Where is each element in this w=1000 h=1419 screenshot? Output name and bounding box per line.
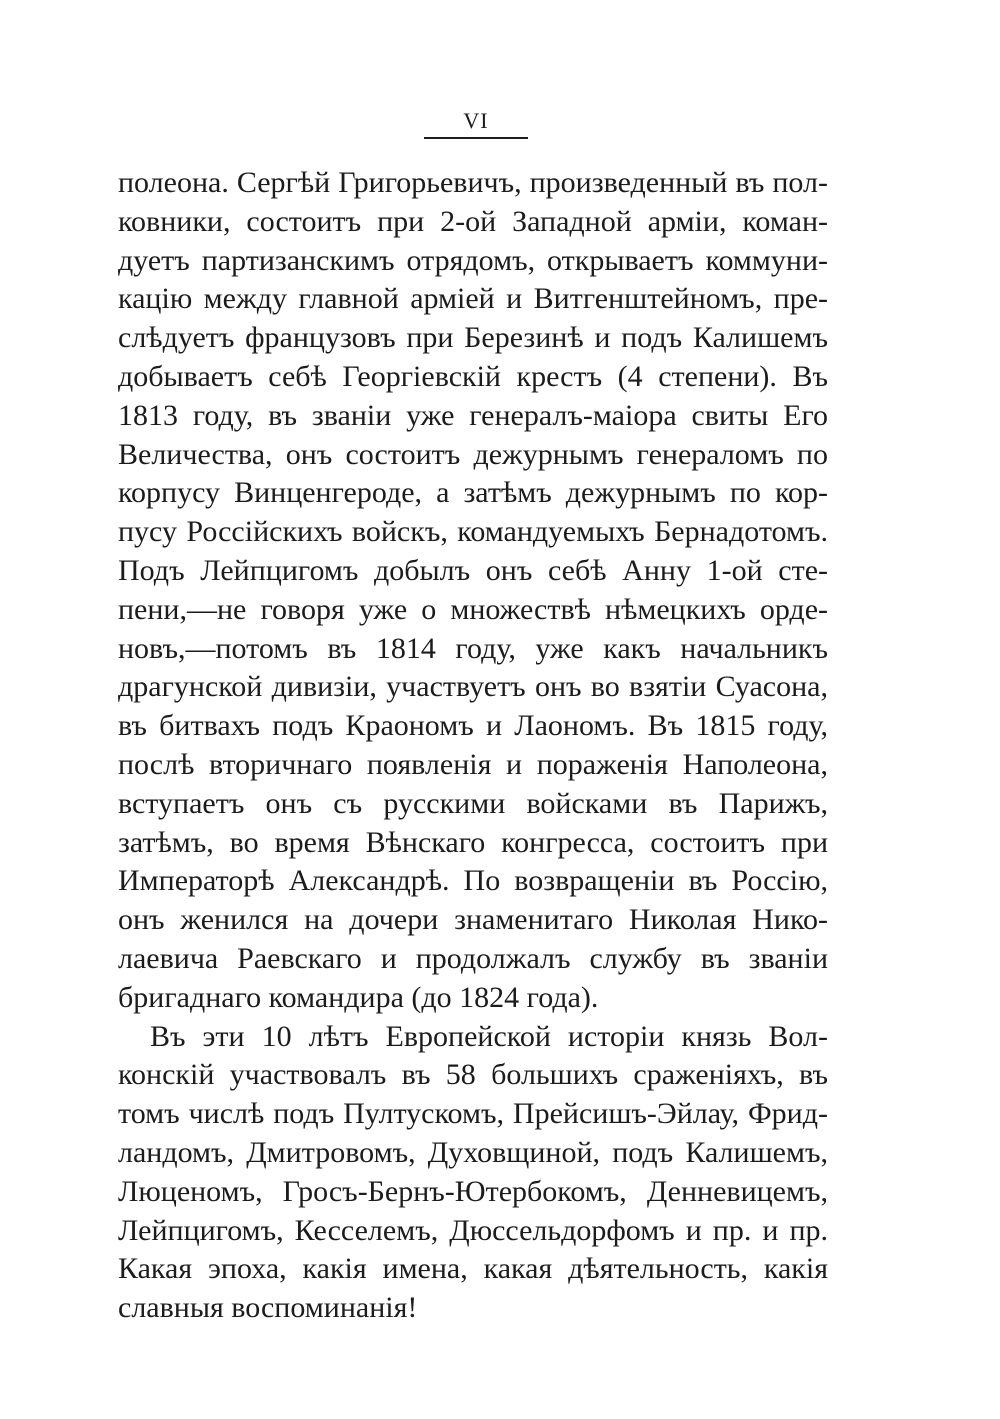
text-line: бригаднаго командира (до 1824 года). [118,980,599,1014]
text-line: 1813 году, въ званіи уже генералъ-маіора свиты Его [118,398,828,432]
text-line: Императорѣ Александрѣ. По возвращеніи въ Россію, [118,864,828,898]
text-line: ковники, состоитъ при 2-ой Западной арміи, коман- [118,204,828,238]
text-line: Въ эти 10 лѣтъ Европейской исторіи князь Вол- [150,1019,828,1053]
header-rule [424,137,528,139]
text-line: вступаетъ онъ съ русскими войсками въ Парижъ, [118,786,828,820]
text-line: затѣмъ, во время Вѣнскаго конгресса, состоитъ при [118,825,828,859]
text-line: пусу Россійскихъ войскъ, командуемыхъ Бернадотомъ. [118,515,828,549]
text-line: онъ женился на дочери знаменитаго Николая Нико- [118,903,828,937]
text-line: Подъ Лейпцигомъ добылъ онъ себѣ Анну 1-ой сте- [118,553,828,587]
text-line: Величества, онъ состоитъ дежурнымъ генераломъ по [118,437,828,471]
text-line: слѣдуетъ французовъ при Березинѣ и подъ Калишемъ [118,321,828,355]
text-line: лаевича Раевскаго и продолжалъ службу въ званіи [118,941,828,975]
text-line: драгунской дивизіи, участвуетъ онъ во взятіи Суасона, [118,670,828,704]
text-line: пени,—не говоря уже о множествѣ нѣмецкихъ орде- [118,592,828,626]
page-number: VI [463,108,489,133]
text-line: славныя воспоминанія! [118,1291,418,1325]
text-line: полеона. Сергѣй Григорьевичъ, произведенный въ пол- [118,166,828,199]
text-line: томъ числѣ подъ Пултускомъ, Прейсишъ-Эйлау, Фрид- [118,1097,828,1131]
page-header [424,108,528,139]
text-line: Какая эпоха, какія имена, какая дѣятельность, какія [118,1252,828,1286]
body-text [118,164,828,1328]
text-line: въ битвахъ подъ Краономъ и Лаономъ. Въ 1815 году, [118,709,828,743]
text-line: кацію между главной арміей и Витгенштейномъ, пре- [118,282,828,316]
text-line: ландомъ, Дмитровомъ, Духовщиной, подъ Калишемъ, [118,1135,828,1169]
text-line: добываетъ себѣ Георгіевскій крестъ (4 степени). Въ [118,359,828,393]
text-line: дуетъ партизанскимъ отрядомъ, открываетъ коммуни- [118,243,828,277]
text-line: корпусу Винценгероде, а затѣмъ дежурнымъ по кор- [118,476,828,510]
text-line: Лейпцигомъ, Кесселемъ, Дюссельдорфомъ и пр. и пр. [118,1213,828,1247]
text-line: послѣ вторичнаго появленія и пораженія Наполеона, [118,747,828,781]
text-line: конскій участвовалъ въ 58 большихъ сраженіяхъ, въ [118,1058,828,1092]
text-line: новъ,—потомъ въ 1814 году, уже какъ начальникъ [118,631,828,665]
text-line: Люценомъ, Гросъ-Бернъ-Ютербокомъ, Денневицемъ, [118,1174,828,1208]
